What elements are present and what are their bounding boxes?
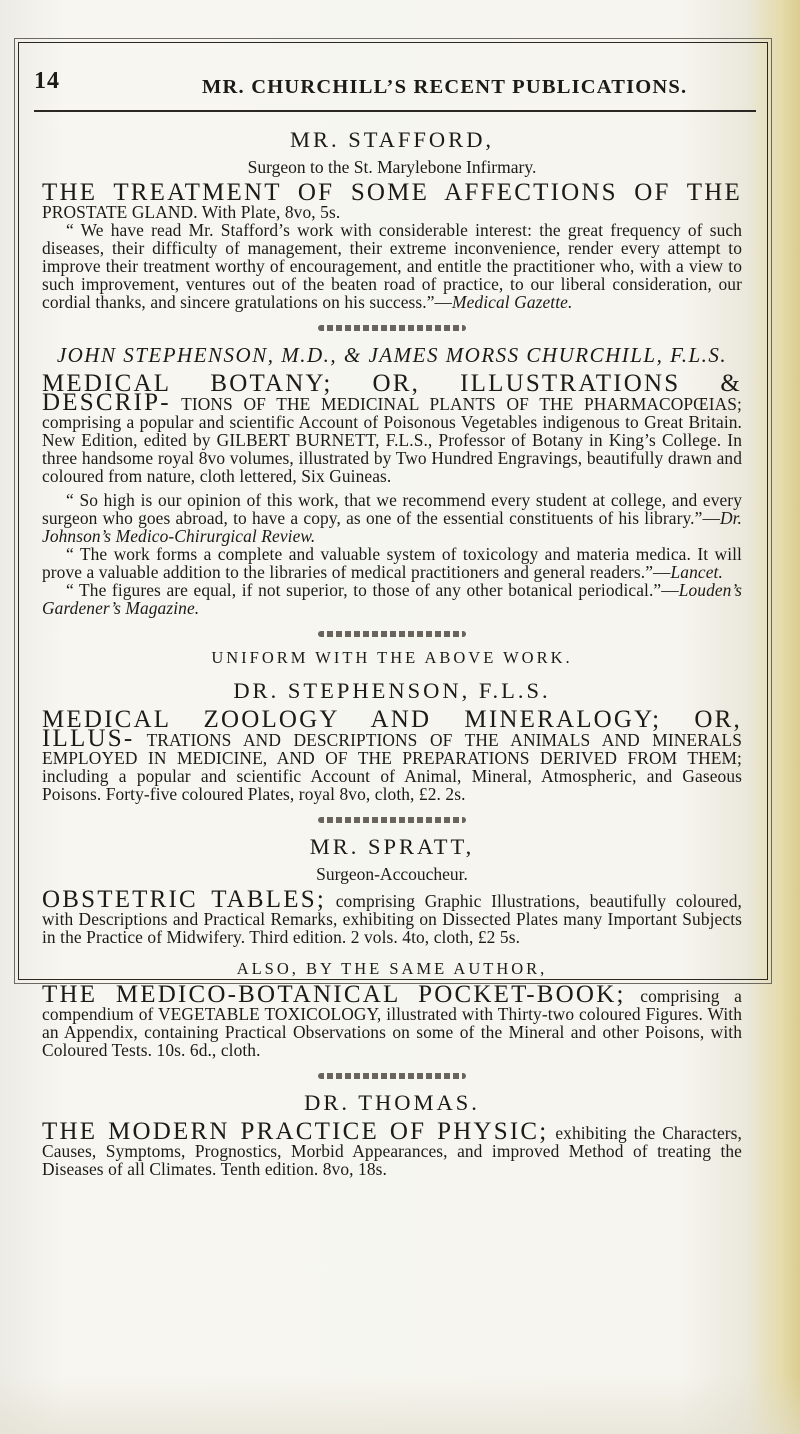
review-source: Louden’s Gardener’s Magazine. [42,580,742,618]
book-description [42,370,742,486]
review-quote [42,491,742,545]
page-content [42,118,742,1178]
entry-spratt [42,833,742,1059]
book-details: TIONS OF THE MEDICINAL PLANTS OF THE PHARMACOPŒIAS; comprising a popular and scientific Account of Poisonous Vegetables indigenous to Great Britain. New Edition, edited by GILBERT BURNETT, F.L.S., Professor of Botany in King’s College. In three handsome royal 8vo volumes, illustrated by Two Hundred Engravings, beautifully drawn and coloured from nature, cloth lettered, Six Guineas. [42,394,742,486]
ornamental-divider [318,325,466,331]
ornamental-divider [318,631,466,637]
page-number: 14 [34,68,60,94]
book-description [42,1118,742,1179]
author-subtitle: Surgeon to the St. Marylebone Infirmary. [247,157,537,177]
author-subtitle: Surgeon-Accoucheur. [316,864,468,884]
author-heading: MR. SPRATT, [309,834,475,859]
running-head: MR. CHURCHILL’S RECENT PUBLICATIONS. [202,76,688,98]
book-title: MEDICAL BOTANY; OR, ILLUSTRATIONS & DESCRIP- [42,370,742,416]
author-heading: DR. THOMAS. [304,1090,480,1115]
review-text: “ The figures are equal, if not superior, to those of any other botanical periodical.”— [66,580,679,600]
review-quote [42,545,742,581]
ornamental-divider [318,1073,466,1079]
book-details: comprising Graphic Illustrations, beautifully coloured, with Descriptions and Practical Remarks, exhibiting on Dissected Plates many Important Subjects in the Practice of Midwifery. Third edition. 2 vols. 4to, cloth, £2 5s. [42,891,742,947]
book-title: THE MEDICO-BOTANICAL POCKET-BOOK; [42,981,626,1008]
review-quote [42,581,742,617]
page-header [34,68,756,108]
review-source: Lancet. [670,562,723,582]
review-text: “ So high is our opinion of this work, that we recommend every student at college, and every surgeon who goes abroad, to have a copy, as one of the essential constituents of his library.”— [42,490,742,528]
book-details: PROSTATE GLAND. With Plate, 8vo, 5s. [42,202,341,222]
author-heading: DR. STEPHENSON, F.L.S. [233,678,551,703]
uniform-note: UNIFORM WITH THE ABOVE WORK. [211,648,573,667]
entry-stephenson-churchill [42,341,742,617]
review-quote [42,221,742,311]
book-title: THE TREATMENT OF SOME AFFECTIONS OF THE [42,179,742,206]
entry-thomas [42,1089,742,1178]
book-description [42,706,742,804]
book-details: TRATIONS AND DESCRIPTIONS OF THE ANIMALS AND MINERALS EMPLOYED IN MEDICINE, AND OF THE PREPARATIONS DERIVED FROM THEM; including a popular and scientific Account of Animal, Mineral, Atmospheric, and Gaseous Poisons. Forty-five coloured Plates, royal 8vo, cloth, £2. 2s. [42,730,742,804]
header-rule [34,110,756,112]
book-details: exhibiting the Characters, Causes, Symptoms, Prognostics, Morbid Appearances, and improved Method of treating the Diseases of all Climates. Tenth edition. 8vo, 18s. [42,1123,742,1179]
book-details: comprising a compendium of VEGETABLE TOXICOLOGY, illustrated with Thirty-two coloured Figures. With an Appendix, containing Practical Observations on some of the Mineral and other Poisons, with Coloured Tests. 10s. 6d., cloth. [42,986,742,1060]
review-source: Medical Gazette. [452,292,573,312]
entry-stafford [42,126,742,311]
author-heading: JOHN STEPHENSON, M.D., & JAMES MORSS CHURCHILL, F.L.S. [56,343,728,367]
ornamental-divider [318,817,466,823]
also-note: ALSO, BY THE SAME AUTHOR, [236,959,548,978]
author-heading: MR. STAFFORD, [289,127,495,152]
review-text: “ We have read Mr. Stafford’s work with considerable interest: the great frequency of such diseases, their difficulty of management, their extreme inconvenience, render every attempt to improve their treatment worthy of encouragement, and entitle the practitioner who, with a view to such improvement, ventures out of the beaten road of practice, to our liberal consideration, our cordial thanks, and sincere gratulations on his success.”— [42,220,742,312]
book-description [42,179,742,222]
review-text: “ The work forms a complete and valuable system of toxicology and materia medica. It will prove a valuable addition to the libraries of medical practitioners and general readers.”— [42,544,742,582]
book-description [42,886,742,947]
book-title: THE MODERN PRACTICE OF PHYSIC; [42,1118,549,1145]
page-bottom-shadow [0,1374,800,1434]
entry-stephenson-zoology [42,647,742,803]
book-title: OBSTETRIC TABLES; [42,886,326,913]
book-description [42,981,742,1060]
review-source: Dr. Johnson’s Medico-Chirurgical Review. [42,508,742,546]
book-title: MEDICAL ZOOLOGY AND MINERALOGY; OR, ILLUS- [42,706,742,752]
